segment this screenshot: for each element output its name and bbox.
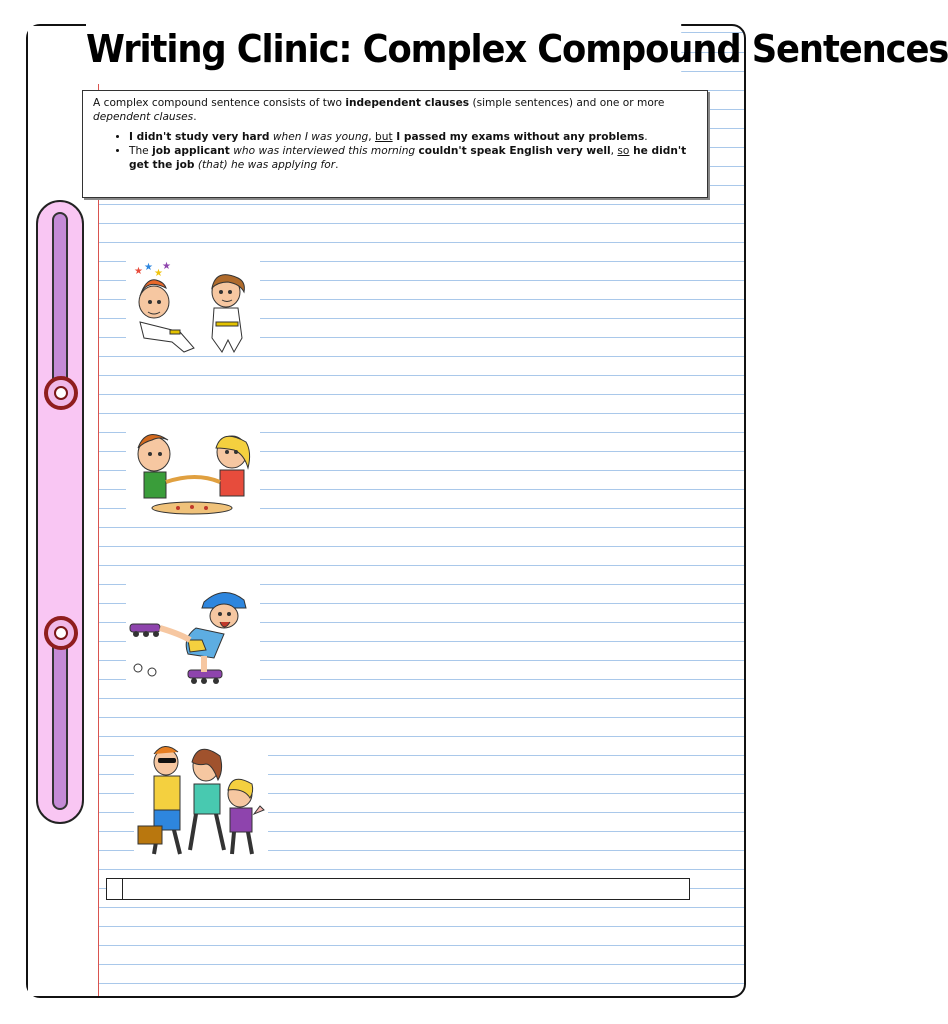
svg-text:★: ★: [134, 266, 143, 277]
example-item: • The job applicant who was interviewed this morning couldn't speak English very well, so he didn't get the job (that) he was applying for.: [129, 144, 697, 172]
karate-kids-icon: [126, 260, 260, 356]
definition-box: [82, 90, 708, 198]
answer-input-bar[interactable]: [106, 878, 690, 900]
binder-ring-icon: [44, 376, 78, 410]
rollerblading-kid-icon: [126, 584, 260, 690]
svg-text:★: ★: [154, 268, 163, 279]
binder-ring-icon: [44, 616, 78, 650]
binder-slot: [52, 212, 68, 394]
example-list: [93, 130, 697, 172]
definition-text: A complex compound sentence consists of two independent clauses (simple sentences) and one or more dependent clauses.: [93, 97, 665, 123]
svg-text:★: ★: [162, 261, 171, 272]
binder-slot: [52, 630, 68, 810]
answer-number-cell: [107, 879, 123, 899]
family-picnic-icon: [134, 740, 268, 864]
page-title: Writing Clinic: Complex Compound Sentences: [86, 14, 681, 84]
example-item: • I didn't study very hard when I was young, but I passed my exams without any problems.: [129, 130, 697, 144]
svg-text:★: ★: [144, 262, 153, 273]
sharing-pizza-icon: [126, 424, 260, 518]
binder-strip: [36, 200, 84, 824]
